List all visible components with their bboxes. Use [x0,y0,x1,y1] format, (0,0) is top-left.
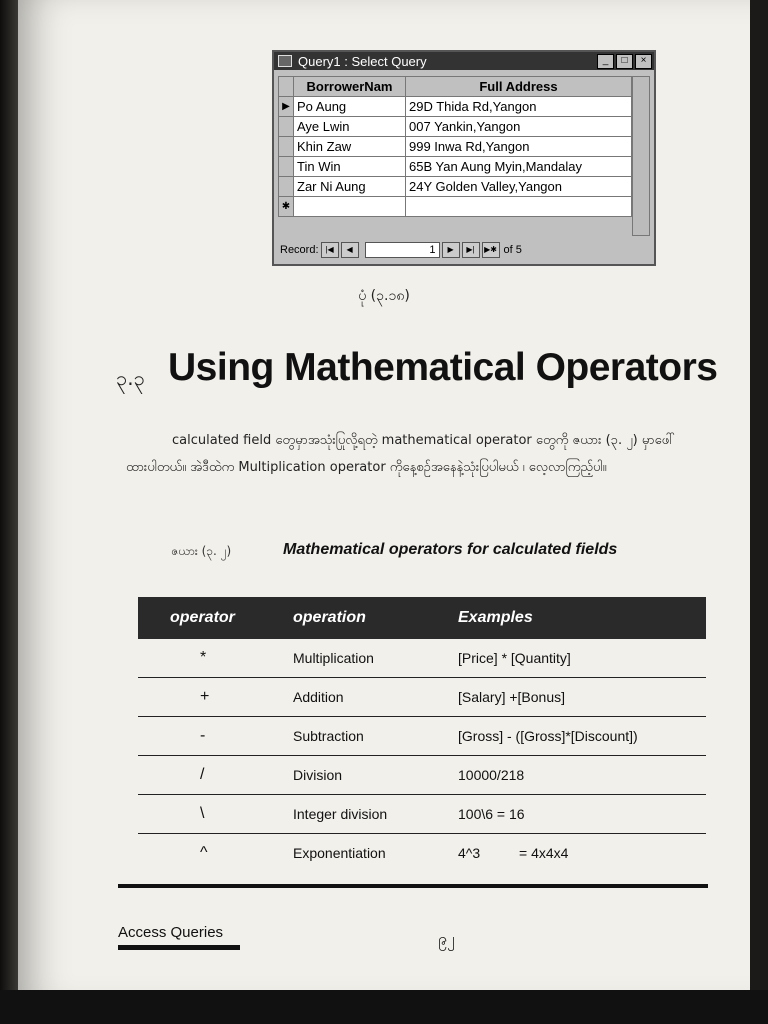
page-number: ၉၂ [438,929,455,948]
example-cell: 100\6 = 16 [458,795,706,834]
operation-cell: Subtraction [293,717,458,756]
section-title: Using Mathematical Operators [168,346,718,389]
operator-cell: ^ [200,844,208,861]
next-record-icon[interactable]: ▶ [442,242,460,258]
paragraph-line-2: ထားပါတယ်။ အဲဒီထဲက Multiplication operator ကိုနေ့စဉ်အနေနဲ့သုံးပြပါမယ် ၊ လေ့လာကြည့်ပါ။ [126,460,607,475]
address-cell[interactable]: 24Y Golden Valley,Yangon [406,177,632,197]
footer-chapter-title: Access Queries [118,924,224,941]
table-row [138,678,706,717]
section-number: ၃.၃ [116,366,145,390]
close-icon[interactable]: × [635,54,652,69]
record-label: Record: [280,244,319,256]
operator-cell: + [138,678,293,717]
row-selector[interactable] [279,137,294,157]
borrower-cell[interactable]: Aye Lwin [294,117,406,137]
table-row[interactable] [279,157,632,177]
example-cell: 4^3 = 4x4x4 [458,845,569,861]
record-number-input[interactable]: 1 [365,242,440,258]
operator-cell: * [138,639,293,678]
table-row[interactable] [279,97,632,117]
table-caption-label: ဇယား (၃. ၂) [171,544,232,558]
header-operation: operation [293,597,458,639]
table-row [138,639,706,678]
query-datasheet [278,76,632,217]
new-record-icon[interactable]: ▶✱ [482,242,500,258]
record-count: of 5 [503,244,522,256]
example-cell: [Gross] - ([Gross]*[Discount]) [458,717,706,756]
empty-cell[interactable] [406,197,632,217]
column-header-borrower[interactable]: BorrowerNam [294,77,406,97]
operation-cell: Exponentiation [293,845,386,861]
maximize-icon[interactable]: □ [616,54,633,69]
operators-table [138,597,706,872]
address-cell[interactable]: 999 Inwa Rd,Yangon [406,137,632,157]
operation-cell: Addition [293,678,458,717]
table-row [138,756,706,795]
operator-cell: - [138,717,293,756]
table-row [138,834,706,873]
figure-caption: ပုံ (၃.၁၈) [358,288,410,304]
column-header-address[interactable]: Full Address [406,77,632,97]
query-window-title: Query1 : Select Query [298,53,427,69]
first-record-icon[interactable]: |◀ [321,242,339,258]
query-window-titlebar [274,52,654,70]
operation-cell: Division [293,756,458,795]
query-window-figure [272,50,656,266]
example-cell: [Price] * [Quantity] [458,639,706,678]
query-icon [278,55,292,67]
header-examples: Examples [458,597,706,639]
borrower-cell[interactable]: Zar Ni Aung [294,177,406,197]
current-record-arrow-icon[interactable]: ▶ [279,97,294,117]
scan-bottom-edge [0,990,768,1024]
last-record-icon[interactable]: ▶| [462,242,480,258]
table-row[interactable] [279,117,632,137]
example-cell: 10000/218 [458,756,706,795]
borrower-cell[interactable]: Po Aung [294,97,406,117]
operator-cell: \ [138,795,293,834]
table-row[interactable] [279,177,632,197]
vertical-scrollbar[interactable] [632,76,650,236]
operation-cell: Integer division [293,795,458,834]
new-record-star-icon[interactable]: ✱ [279,197,294,217]
table-header-row [138,597,706,639]
table-caption-title: Mathematical operators for calculated fields [283,541,618,558]
borrower-cell[interactable]: Khin Zaw [294,137,406,157]
minimize-icon[interactable]: _ [597,54,614,69]
table-bottom-rule [118,884,708,888]
header-operator: operator [138,597,293,639]
book-spine-shadow [0,0,18,1024]
address-cell[interactable]: 007 Yankin,Yangon [406,117,632,137]
new-record-row[interactable] [279,197,632,217]
row-selector[interactable] [279,177,294,197]
operation-cell: Multiplication [293,639,458,678]
paragraph-line-1: calculated field တွေမှာအသုံးပြုလို့ရတဲ့ mathematical operator တွေကို ဇယား (၃. ၂) မှာဖေါ် [172,433,675,448]
corner-selector[interactable] [279,77,294,97]
table-row [138,795,706,834]
row-selector[interactable] [279,157,294,177]
previous-record-icon[interactable]: ◀ [341,242,359,258]
address-cell[interactable]: 29D Thida Rd,Yangon [406,97,632,117]
borrower-cell[interactable]: Tin Win [294,157,406,177]
example-cell: [Salary] +[Bonus] [458,678,706,717]
address-cell[interactable]: 65B Yan Aung Myin,Mandalay [406,157,632,177]
record-navigation-bar [278,240,648,260]
row-selector[interactable] [279,117,294,137]
operator-cell: / [138,756,293,795]
footer-underline [118,945,240,950]
table-row[interactable] [279,137,632,157]
table-row [138,717,706,756]
empty-cell[interactable] [294,197,406,217]
